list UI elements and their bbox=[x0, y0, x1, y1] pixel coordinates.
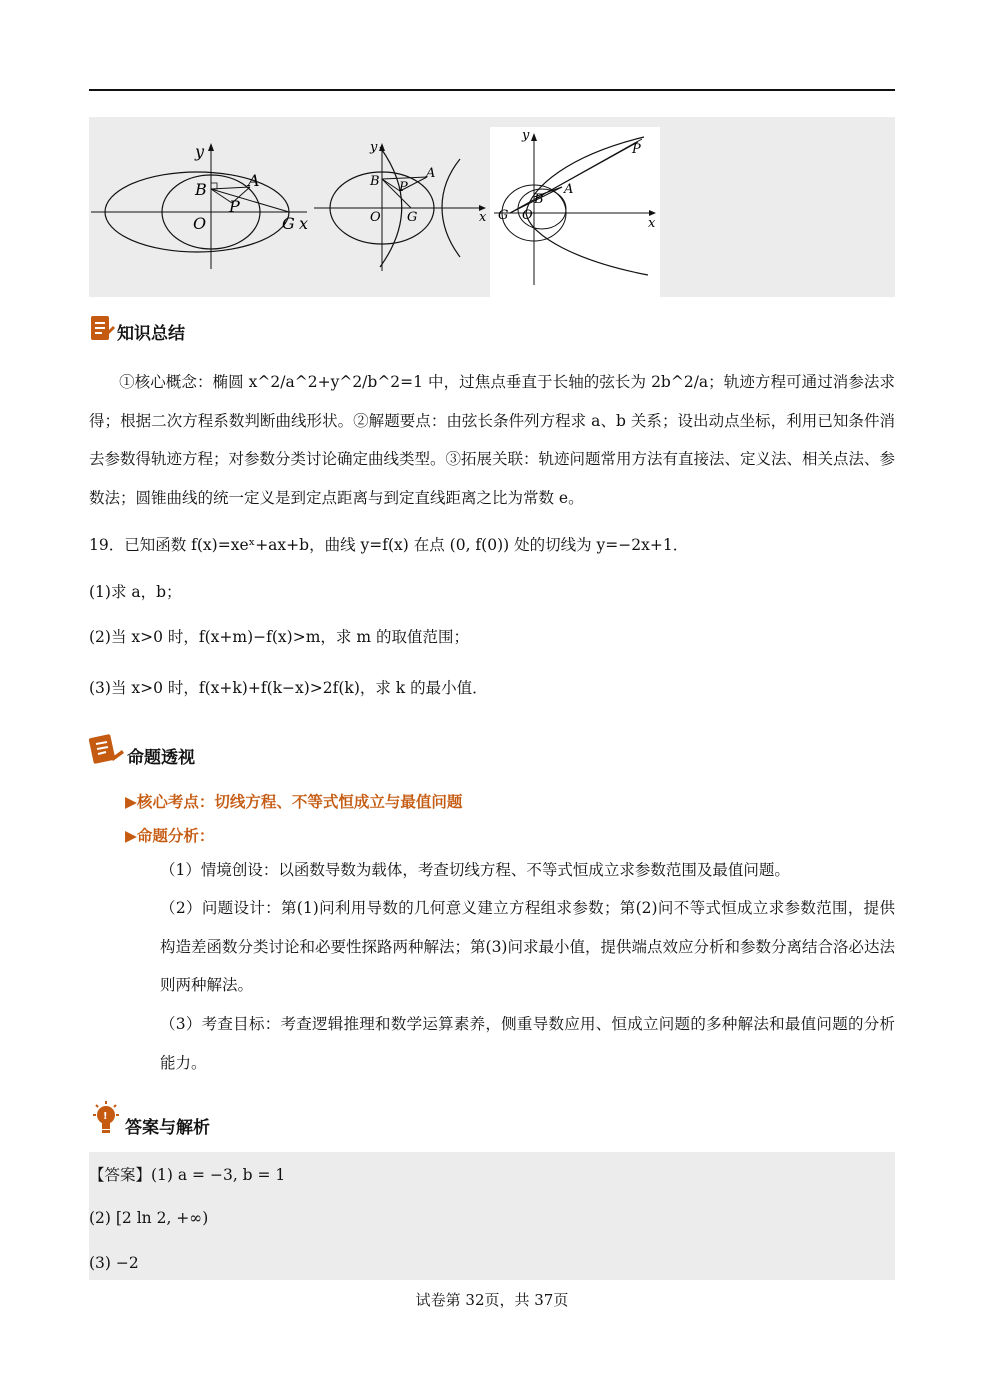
fig3-label-G: G bbox=[498, 208, 509, 223]
fig1-label-B: B bbox=[195, 180, 207, 199]
fig3-label-x: x bbox=[648, 216, 656, 231]
question-3: (3)当 x>0 时，f(x+k)+f(k−x)>2f(k)，求 k 的最小值． bbox=[89, 679, 488, 697]
notebook-icon bbox=[89, 314, 115, 344]
fig2-label-G: G bbox=[407, 210, 418, 225]
fig1-label-y: y bbox=[195, 142, 205, 161]
fig2-label-O: O bbox=[370, 210, 381, 225]
analysis-heading bbox=[89, 730, 195, 768]
answer-2: (2) [2 ln 2, +∞) bbox=[89, 1209, 209, 1227]
header-rule bbox=[89, 89, 895, 91]
problem-stem: 19．已知函数 f(x)=xeˣ+ax+b，曲线 y=f(x) 在点 (0, f(0)) 处的切线为 y=−2x+1． bbox=[89, 536, 689, 554]
analysis-item-2 bbox=[160, 889, 895, 1005]
figure-parabola-3 bbox=[490, 127, 660, 297]
knowledge-title: 知识总结 bbox=[117, 324, 185, 344]
analysis-item-3-text: （3）考查目标：考查逻辑推理和数学运算素养，侧重导数应用、恒成立问题的多种解法和最值问题的分析能力。 bbox=[160, 1015, 895, 1072]
fig2-label-y: y bbox=[370, 140, 378, 155]
answer-heading bbox=[89, 1100, 210, 1138]
clipboard-pen-icon bbox=[89, 730, 125, 768]
fig1-label-O: O bbox=[193, 214, 207, 233]
fig1-label-G: G bbox=[282, 214, 295, 233]
fig2-label-B: B bbox=[370, 174, 380, 189]
knowledge-text: ①核心概念：椭圆 x^2/a^2+y^2/b^2=1 中，过焦点垂直于长轴的弦长为 2b^2/a；轨迹方程可通过消参法求得；根据二次方程系数判断曲线形状。②解题要点：由弦长条件列方程求 a、b 关系；设出动点坐标，利用已知条件消去参数得轨迹方程；对参数分类讨论确定曲线类型。③拓展关联：轨迹问题常用方法有直接法、定义法、相关点法、参数法；圆锥曲线的统一定义是到定点距离与到定直线距离之比为常数 e。 bbox=[89, 373, 896, 507]
fig1-label-A: A bbox=[248, 171, 260, 190]
answer-title: 答案与解析 bbox=[125, 1118, 210, 1138]
core-points: ▶核心考点：切线方程、不等式恒成立与最值问题 bbox=[125, 793, 463, 811]
fig1-label-P: P bbox=[229, 197, 240, 216]
fig2-label-A: A bbox=[426, 166, 436, 181]
fig3-label-O: O bbox=[522, 208, 533, 223]
fig1-label-x: x bbox=[299, 214, 309, 233]
svg-text:!: ! bbox=[103, 1111, 108, 1122]
question-1: (1)求 a，b； bbox=[89, 583, 182, 601]
fig3-label-A: A bbox=[564, 182, 574, 197]
answer-1: 【答案】(1) a = −3, b = 1 bbox=[89, 1166, 286, 1184]
analysis-item-2-text: （2）问题设计：第(1)问利用导数的几何意义建立方程组求参数；第(2)问不等式恒成立求参数范围，提供构造差函数分类讨论和必要性探路两种解法；第(3)问求最小值，提供端点效应分析和参数分离结合洛必达法则两种解法。 bbox=[160, 899, 895, 994]
analysis-title: 命题透视 bbox=[127, 748, 195, 768]
figure-strip bbox=[89, 117, 895, 297]
fig3-label-B: B bbox=[534, 192, 544, 207]
answer-box bbox=[89, 1152, 895, 1280]
question-2: (2)当 x>0 时，f(x+m)−f(x)>m，求 m 的取值范围； bbox=[89, 628, 469, 646]
fig2-label-P: P bbox=[399, 180, 408, 195]
fig3-label-P: P bbox=[632, 142, 641, 157]
analysis-item-3 bbox=[160, 1005, 895, 1082]
knowledge-heading bbox=[89, 314, 185, 344]
knowledge-paragraph bbox=[89, 363, 895, 517]
page-footer: 试卷第 32页，共 37页 bbox=[415, 1291, 569, 1309]
analysis-item-1-text: （1）情境创设：以函数导数为载体，考查切线方程、不等式恒成立求参数范围及最值问题。 bbox=[160, 861, 790, 879]
answer-3: (3) −2 bbox=[89, 1254, 139, 1272]
analysis-item-1 bbox=[160, 851, 895, 890]
fig2-label-x: x bbox=[479, 210, 487, 225]
fig3-label-y: y bbox=[522, 128, 530, 143]
lightbulb-icon bbox=[89, 1100, 123, 1138]
figure-ellipse-1 bbox=[89, 117, 315, 297]
analysis-label: ▶命题分析： bbox=[125, 827, 215, 845]
figure-ellipse-2 bbox=[314, 117, 489, 297]
